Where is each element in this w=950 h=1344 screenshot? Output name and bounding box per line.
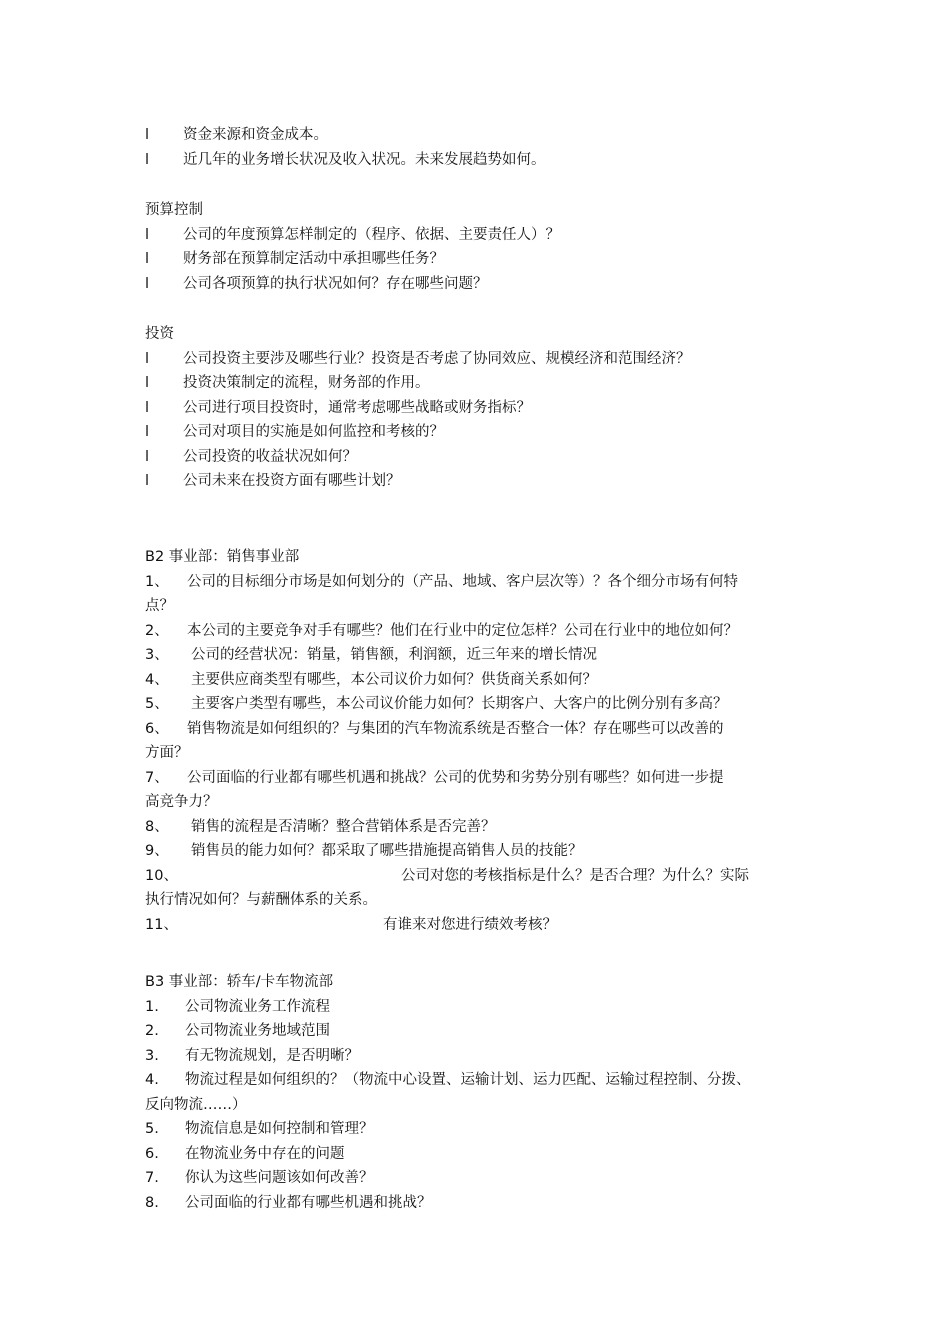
list-item: 1、 公司的目标细分市场是如何划分的（产品、地域、客户层次等）？各个细分市场有何特 — [145, 573, 738, 590]
list-item: l 公司未来在投资方面有哪些计划？ — [145, 469, 815, 494]
list-item: l 投资决策制定的流程，财务部的作用。 — [145, 371, 815, 396]
list-item: l 公司对项目的实施是如何监控和考核的？ — [145, 420, 815, 445]
section-title: B3 事业部：轿车/卡车物流部 — [145, 974, 334, 990]
list-item: l 公司投资的收益状况如何？ — [145, 445, 815, 470]
list-item: 3、 公司的经营状况：销量，销售额，利润额，近三年来的增长情况 — [145, 647, 597, 663]
list-item: 8、 销售的流程是否清晰？整合营销体系是否完善？ — [145, 818, 496, 835]
list-item: 4、 主要供应商类型有哪些，本公司议价力如何？供货商关系如何？ — [145, 671, 597, 688]
bullet-marker: l — [145, 424, 150, 440]
list-item: l 公司投资主要涉及哪些行业？投资是否考虑了协同效应、规模经济和范围经济？ — [145, 347, 815, 372]
list-item: l 公司进行项目投资时，通常考虑哪些战略或财务指标？ — [145, 396, 815, 421]
bullet-marker: l — [145, 473, 150, 489]
section-title: 投资 — [145, 326, 174, 342]
list-item: 6、 销售物流是如何组织的？与集团的汽车物流系统是否整合一体？存在哪些可以改善的 — [145, 720, 724, 737]
list-item: 5、 主要客户类型有哪些，本公司议价能力如何？长期客户、大客户的比例分别有多高？ — [145, 696, 728, 712]
list-item-continuation: 高竞争力？ — [145, 794, 218, 810]
list-item: 5. 物流信息是如何控制和管理？ — [145, 1121, 374, 1137]
list-item: 1. 公司物流业务工作流程 — [145, 998, 330, 1015]
list-item: 10、 公司对您的考核指标是什么？是否合理？为什么？实际 — [145, 867, 749, 884]
list-item: 9、 销售员的能力如何？都采取了哪些措施提高销售人员的技能？ — [145, 843, 583, 859]
list-item: 7、 公司面临的行业都有哪些机遇和挑战？公司的优势和劣势分别有哪些？如何进一步提 — [145, 769, 724, 786]
bullet-marker: l — [145, 151, 150, 168]
list-item: l 公司各项预算的执行状况如何？存在哪些问题？ — [145, 272, 815, 297]
list-item-continuation: 方面？ — [145, 745, 189, 761]
list-item: l 近几年的业务增长状况及收入状况。未来发展趋势如何。 — [145, 148, 815, 173]
list-item: l 公司的年度预算怎样制定的（程序、依据、主要责任人）？ — [145, 223, 815, 248]
section-b2-sales — [145, 545, 815, 937]
list-item: 2、 本公司的主要竞争对手有哪些？他们在行业中的定位怎样？公司在行业中的地位如何？ — [145, 622, 738, 639]
bullet-marker: l — [145, 448, 150, 465]
list-item: l 资金来源和资金成本。 — [145, 123, 815, 148]
list-item: 6. 在物流业务中存在的问题 — [145, 1145, 345, 1162]
bullet-marker: l — [145, 350, 150, 367]
list-item-continuation: 点？ — [145, 598, 174, 614]
list-item: l 财务部在预算制定活动中承担哪些任务？ — [145, 247, 815, 272]
section-funding — [145, 123, 815, 172]
bullet-marker: l — [145, 375, 150, 391]
list-item-continuation: 反向物流……） — [145, 1096, 247, 1113]
bullet-marker: l — [145, 127, 150, 143]
bullet-marker: l — [145, 399, 150, 416]
section-b3-logistics — [145, 970, 815, 1215]
bullet-marker: l — [145, 226, 150, 243]
list-item: 11、 有谁来对您进行绩效考核？ — [145, 916, 557, 933]
section-title: 预算控制 — [145, 202, 203, 218]
list-item: 2. 公司物流业务地域范围 — [145, 1023, 330, 1039]
list-item: 3. 有无物流规划，是否明晰？ — [145, 1047, 359, 1064]
section-budget-control — [145, 198, 815, 296]
list-item: 4. 物流过程是如何组织的？（物流中心设置、运输计划、运力匹配、运输过程控制、分拨、 — [145, 1072, 751, 1088]
section-investment — [145, 322, 815, 494]
list-item: 7. 你认为这些问题该如何改善？ — [145, 1170, 374, 1186]
bullet-marker: l — [145, 251, 150, 267]
section-title: B2 事业部：销售事业部 — [145, 549, 300, 565]
list-item-continuation: 执行情况如何？与薪酬体系的关系。 — [145, 892, 377, 908]
list-item: 8. 公司面临的行业都有哪些机遇和挑战？ — [145, 1194, 432, 1211]
bullet-marker: l — [145, 275, 150, 292]
